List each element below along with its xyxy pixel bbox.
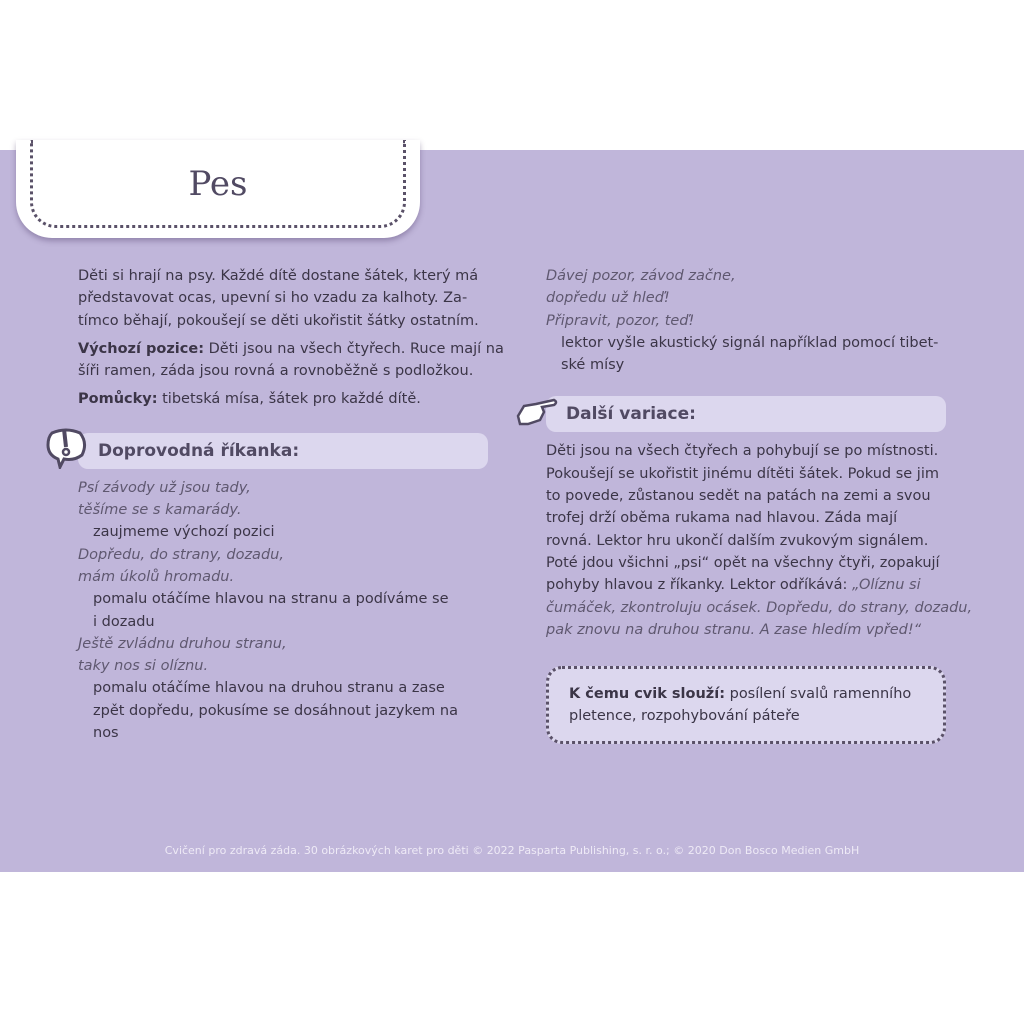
left-column: [78, 265, 504, 744]
rhyme-continued: [546, 265, 956, 376]
text-line: Psí závody už jsou tady,: [78, 479, 251, 496]
text-line: Dopředu, do strany, dozadu,: [78, 546, 284, 563]
text-line: dopředu už hleď!: [546, 290, 670, 307]
starting-position-label: Výchozí pozice:: [78, 340, 204, 357]
purpose-box: [546, 666, 946, 744]
speech-bubble-exclamation-icon: [44, 425, 88, 469]
variation-text: [546, 440, 956, 574]
purpose-text: posílení svalů ramenního: [725, 686, 912, 702]
variation-heading: [546, 396, 946, 432]
text-line: Poté jdou všichni „psi“ opět na všechny čtyři, zopakují: [546, 554, 940, 571]
pointing-hand-icon: [514, 392, 558, 436]
title-box: [16, 140, 420, 238]
text-line: zpět dopředu, pokusíme se dosáhnout jazykem na: [93, 702, 458, 719]
text-line: Pokoušejí se ukořistit jinému dítěti šátek. Pokud se jim: [546, 465, 939, 482]
text-line: taky nos si olíznu.: [78, 658, 209, 675]
variation-quote: čumáček, zkontroluju ocásek. Dopředu, do strany, dozadu,: [546, 599, 973, 616]
text-line: trofej drží oběma rukama nad hlavou. Záda mají: [546, 510, 898, 527]
text-line: lektor vyšle akustický signál například pomocí tibet-: [561, 334, 939, 351]
variation-quote: pak znovu na druhou stranu. A zase hledím vpřed!“: [546, 621, 922, 638]
starting-position-text: Děti jsou na všech čtyřech. Ruce mají na: [204, 340, 504, 357]
starting-position-text: šíři ramen, záda jsou rovná a rovnoběžně s podložkou.: [78, 363, 474, 380]
exercise-card: [0, 150, 1024, 872]
text-line: i dozadu: [93, 613, 155, 630]
text-line: zaujmeme výchozí pozici: [93, 524, 275, 541]
starting-position: [78, 338, 504, 383]
right-column: [546, 265, 973, 641]
intro-text: [78, 265, 488, 332]
text-line: rovná. Lektor hru ukončí dalším zvukovým signálem.: [546, 532, 929, 549]
tools: [78, 388, 488, 410]
text-line: pomalu otáčíme hlavou na stranu a podíváme se: [93, 591, 449, 608]
text-line: představovat ocas, upevní si ho vzadu za kalhoty. Za-: [78, 290, 468, 307]
text-line: to povede, zůstanou sedět na patách na zemi a svou: [546, 488, 931, 505]
tools-label: Pomůcky:: [78, 391, 158, 408]
text-line: Dávej pozor, závod začne,: [546, 268, 736, 284]
variation-quote: „Olíznu si: [851, 577, 921, 594]
rhyme-lines: [78, 477, 488, 745]
text-line: ské mísy: [561, 357, 625, 374]
rhyme-heading-text: Doprovodná říkanka:: [98, 440, 300, 461]
text-line: mám úkolů hromadu.: [78, 568, 235, 585]
text-line: Ještě zvládnu druhou stranu,: [78, 635, 287, 652]
text-line: pomalu otáčíme hlavou na druhou stranu a zase: [93, 680, 445, 697]
purpose-label: K čemu cvik slouží:: [569, 686, 725, 702]
copyright-footer: Cvičení pro zdravá záda. 30 obrázkových karet pro děti © 2022 Pasparta Publishing, s. r. o.; © 2020 Don Bosco Medien GmbH: [164, 844, 860, 857]
text-line: Děti si hrají na psy. Každé dítě dostane šátek, který má: [78, 268, 479, 284]
text-line: Připravit, pozor, teď!: [546, 312, 695, 329]
tools-text: tibetská mísa, šátek pro každé dítě.: [157, 391, 421, 408]
text-line: těšíme se s kamarády.: [78, 502, 242, 519]
rhyme-heading: [78, 433, 488, 469]
text-line: nos: [93, 725, 119, 742]
text-line: Děti jsou na všech čtyřech a pohybují se po místnosti.: [546, 443, 939, 460]
variation-text: pohyby hlavou z říkanky. Lektor odříkává:: [546, 577, 852, 594]
card-title: Pes: [188, 164, 248, 204]
variation-heading-text: Další variace:: [566, 404, 696, 425]
purpose-text: pletence, rozpohybování páteře: [569, 708, 800, 725]
text-line: tímco běhají, pokoušejí se děti ukořistit šátky ostatním.: [78, 312, 479, 329]
